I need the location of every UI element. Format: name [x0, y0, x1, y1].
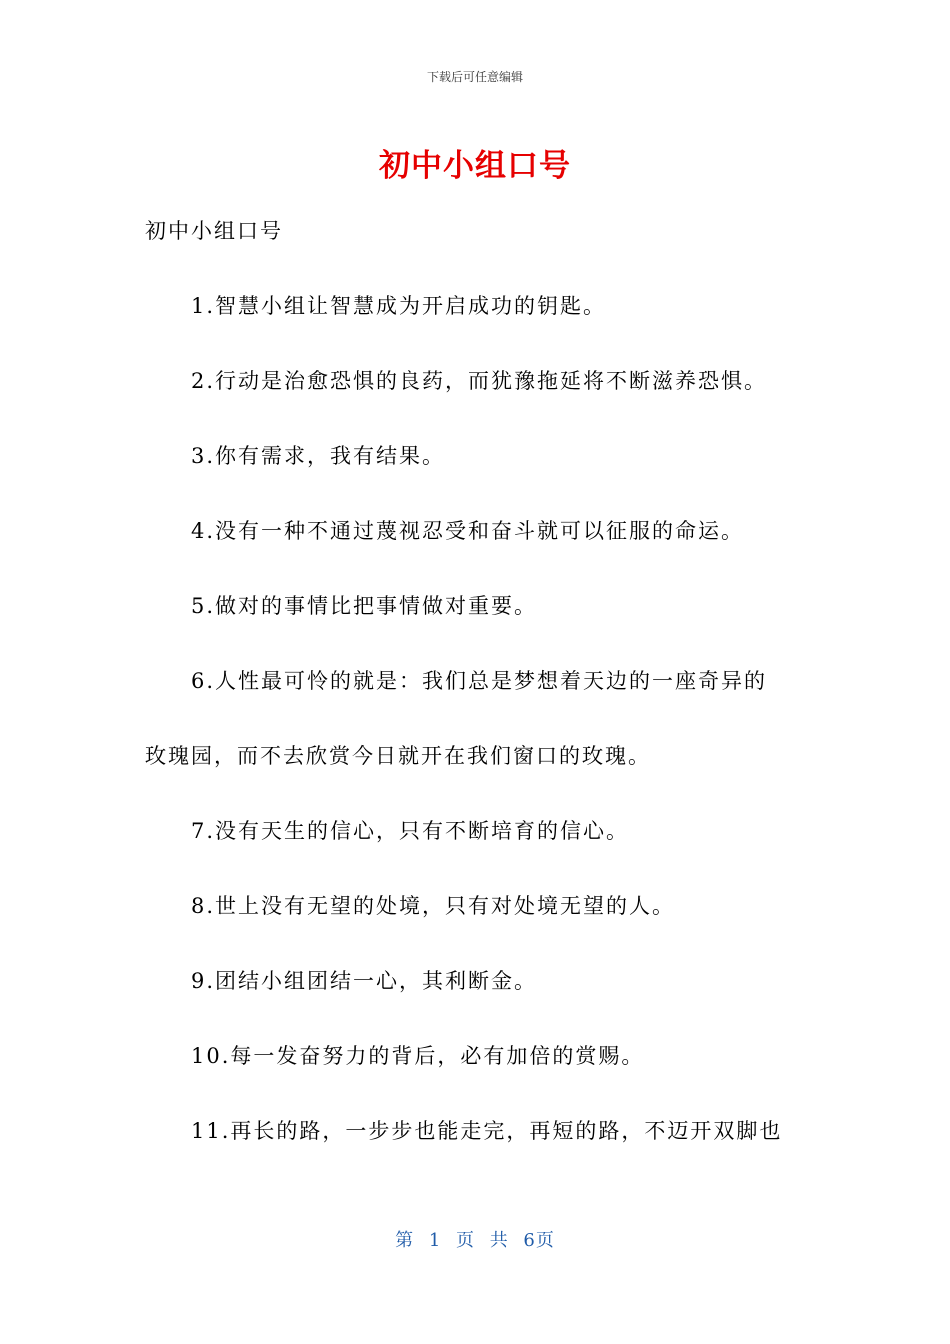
paragraph: 2.行动是治愈恐惧的良药，而犹豫拖延将不断滋养恐惧。	[191, 369, 768, 393]
header-note: 下载后可任意编辑	[426, 70, 523, 84]
page-number-footer: 第 1 页 共 6页	[395, 1230, 555, 1251]
document-subtitle: 初中小组口号	[145, 219, 283, 243]
paragraph: 4.没有一种不通过蔑视忍受和奋斗就可以征服的命运。	[191, 519, 745, 543]
paragraph: 3.你有需求，我有结果。	[191, 444, 446, 468]
paragraph: 8.世上没有无望的处境，只有对处境无望的人。	[191, 894, 676, 918]
paragraph: 5.做对的事情比把事情做对重要。	[191, 594, 538, 618]
paragraph: 11.再长的路，一步步也能走完，再短的路，不迈开双脚也	[191, 1119, 783, 1143]
paragraph: 7.没有天生的信心，只有不断培育的信心。	[191, 819, 630, 843]
paragraph-continuation: 玫瑰园，而不去欣赏今日就开在我们窗口的玫瑰。	[145, 744, 651, 768]
document-body	[145, 194, 815, 1169]
paragraph: 1.智慧小组让智慧成为开启成功的钥匙。	[191, 294, 607, 318]
paragraph: 6.人性最可怜的就是：我们总是梦想着天边的一座奇异的	[191, 669, 768, 693]
paragraph: 9.团结小组团结一心，其利断金。	[191, 969, 538, 993]
document-title: 初中小组口号	[379, 148, 571, 184]
paragraph: 10.每一发奋努力的背后，必有加倍的赏赐。	[191, 1044, 645, 1068]
